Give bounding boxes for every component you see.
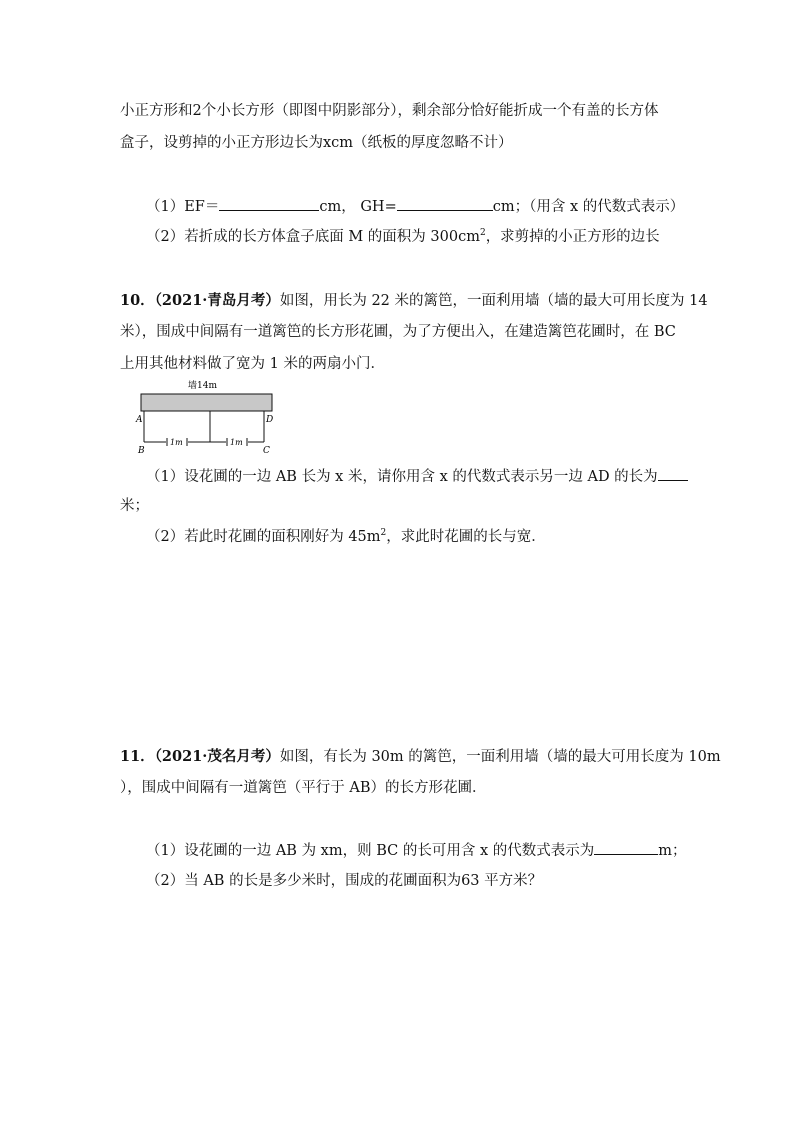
q9-ef-blank [219, 196, 319, 211]
door1-label: 1m [170, 438, 183, 447]
q11-bc-blank [594, 840, 658, 855]
q11-part1 [146, 840, 687, 861]
q10-garden-figure [130, 378, 290, 456]
q10-part1-text: （1）设花圃的一边 AB 长为 x 米，请你用含 x 的代数式表示另一边 AD 的长为 [146, 469, 658, 485]
point-c-label: C [263, 446, 270, 456]
q10-part1 [146, 466, 688, 487]
q9-text-line1: 小正方形和2个小长方形（即图中阴影部分），剩余部分恰好能折成一个有盖的长方体 [120, 103, 659, 119]
q11-text-line1-rest: 如图，有长为 30m 的篱笆，一面利用墙（墙的最大可用长度为 10m [279, 749, 721, 765]
q10-text-line1 [120, 291, 708, 311]
q9-part1-label: （1）EF＝ [146, 199, 220, 215]
q9-part1-end: cm；（用含 x 的代数式表示） [492, 199, 685, 215]
q10-part2 [146, 527, 546, 547]
q10-part2-text: （2）若此时花圃的面积刚好为 45m [146, 529, 381, 545]
q10-source: （2021·青岛月考） [154, 292, 280, 309]
door2-label: 1m [230, 438, 243, 447]
point-a-label: A [136, 415, 143, 425]
q9-part2-sup: 2 [479, 228, 486, 239]
q11-text-line1 [120, 747, 721, 767]
q9-part2-text-end: ，求剪掉的小正方形的边长 [485, 229, 660, 245]
q10-part2-text-end: ，求此时花圃的长与宽． [386, 529, 546, 545]
q9-part1-mid: cm， GH= [319, 199, 397, 215]
q11-part2: （2）当 AB 的长是多少米时，围成的花圃面积为63 平方米？ [146, 873, 543, 889]
q10-text-line1-rest: 如图，用长为 22 米的篱笆，一面利用墙（墙的最大可用长度为 14 [279, 293, 708, 309]
q10-text-line2: 米），围成中间隔有一道篱笆的长方形花圃，为了方便出入，在建造篱笆花圃时，在 BC [120, 324, 676, 340]
point-d-label: D [266, 415, 274, 425]
q10-part2-sup: 2 [380, 528, 387, 539]
q9-part1 [146, 196, 684, 217]
q11-number: 11． [120, 748, 155, 765]
q11-text-line2: ），围成中间隔有一道篱笆（平行于 AB）的长方形花圃． [120, 780, 487, 796]
point-b-label: B [138, 446, 145, 456]
q9-text-line2: 盒子，设剪掉的小正方形边长为xcm（纸板的厚度忽略不计） [120, 135, 513, 151]
q10-ad-blank [658, 466, 688, 481]
q9-gh-blank [397, 196, 493, 211]
q10-part1-tail: 米； [120, 498, 149, 514]
q11-source: （2021·茂名月考） [154, 748, 280, 765]
q11-part1-text-end: m； [658, 843, 687, 859]
q9-part2-text: （2）若折成的长方体盒子底面 M 的面积为 300cm [146, 229, 480, 245]
q11-part1-text: （1）设花圃的一边 AB 为 xm，则 BC 的长可用含 x 的代数式表示为 [146, 843, 595, 859]
q10-text-line3: 上用其他材料做了宽为 1 米的两扇小门． [120, 356, 385, 372]
wall-label: 墙14m [188, 381, 217, 391]
wall-rect [141, 394, 272, 411]
q10-number: 10． [120, 292, 155, 309]
q9-part2 [146, 227, 660, 247]
